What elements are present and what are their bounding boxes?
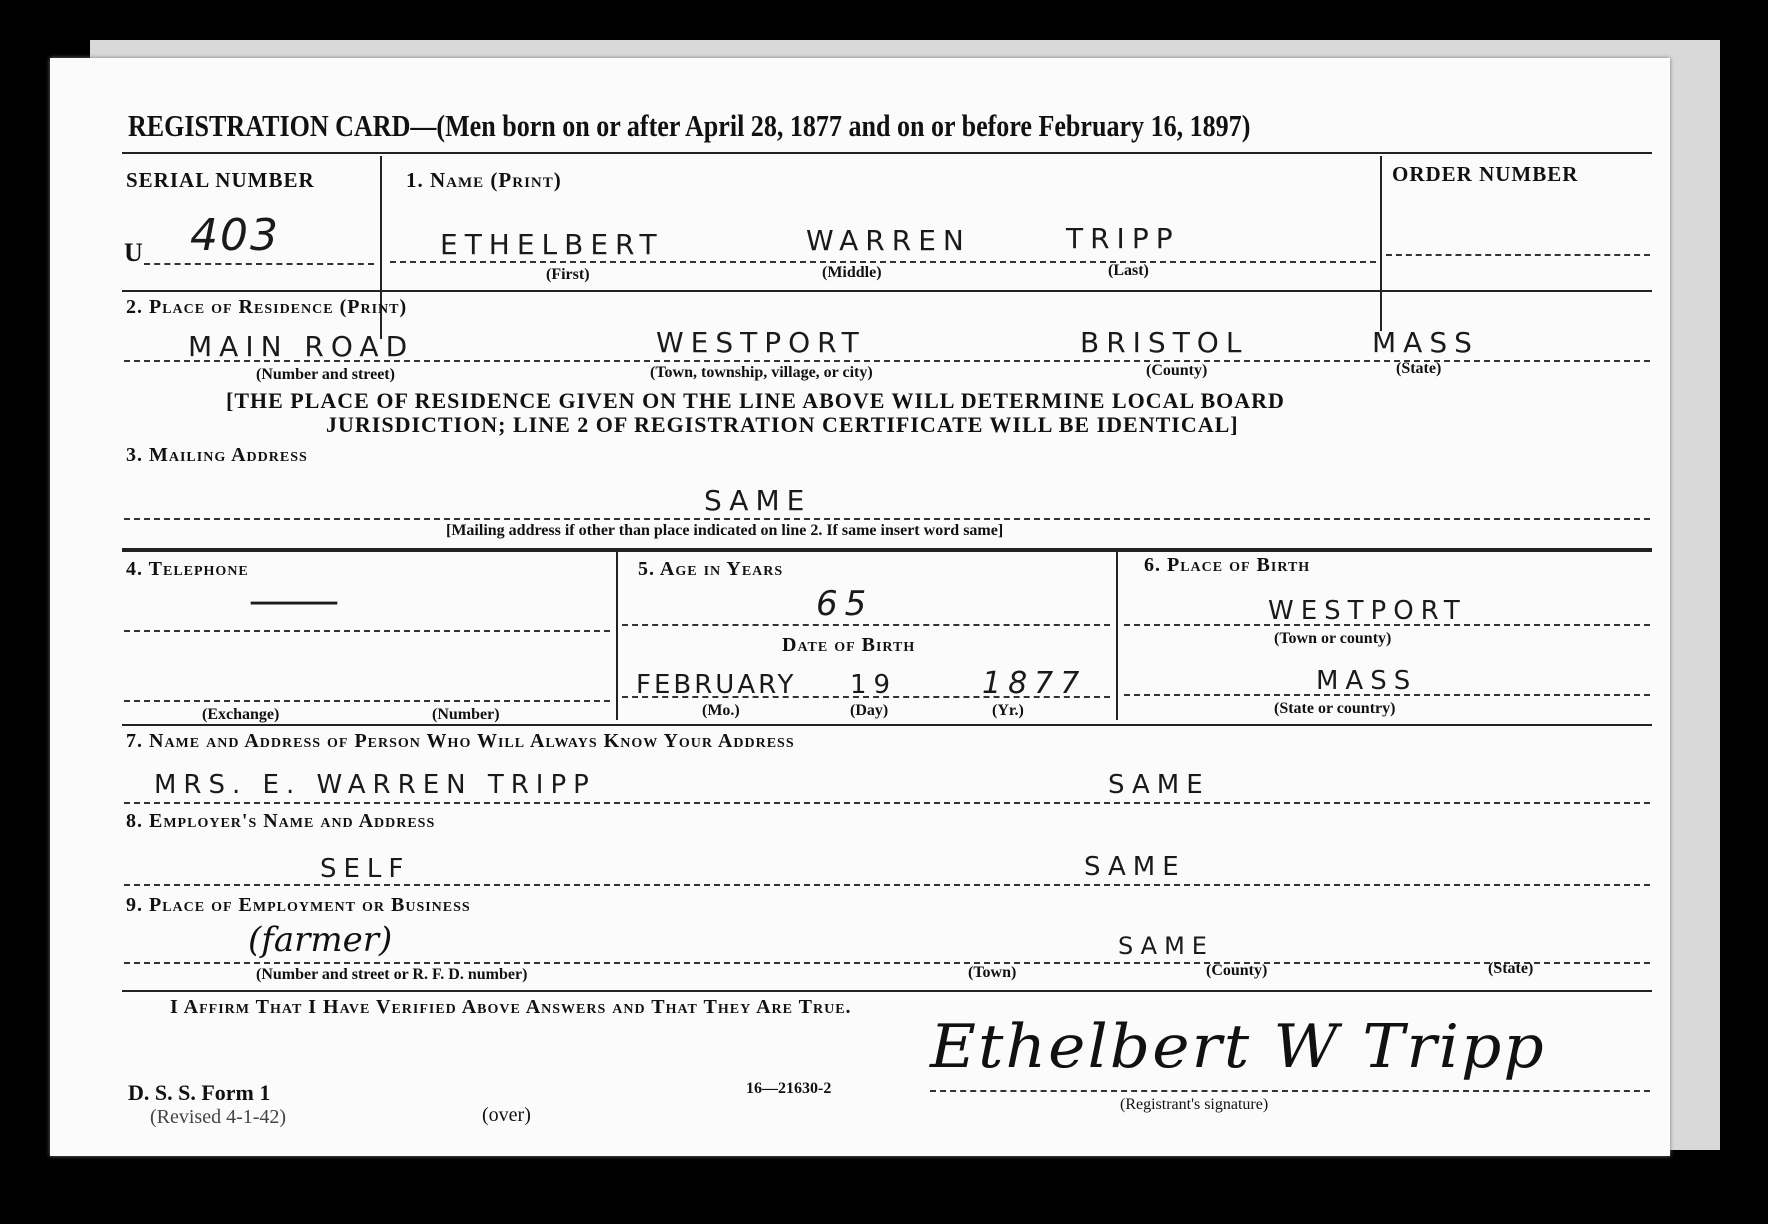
name-middle: WARREN [806,224,971,257]
form-name: D. S. S. Form 1 [128,1080,271,1105]
contact-name: MRS. E. WARREN TRIPP [154,770,596,800]
dob-year-caption: (Yr.) [992,702,1024,719]
employment-town-value: SAME [1118,932,1214,960]
residence-notice-line2: JURISDICTION; LINE 2 OF REGISTRATION CERTIFICATE WILL BE IDENTICAL] [326,412,1239,437]
residence-notice-line1: [THE PLACE OF RESIDENCE GIVEN ON THE LINE ABOVE WILL DETERMINE LOCAL BOARD [226,388,1285,413]
form-code: 16—21630-2 [746,1080,832,1097]
telephone-exchange-caption: (Exchange) [202,706,280,723]
employment-line [124,962,1650,964]
mailing-caption: [Mailing address if other than place indicated on line 2. If same insert word same] [446,522,1004,539]
telephone-label: 4. Telephone [126,558,249,580]
rule [122,724,1652,726]
order-number-line [1386,254,1650,256]
name-middle-caption: (Middle) [822,264,882,281]
telephone-line [124,630,610,632]
name-label: 1. Name (Print) [406,168,562,192]
dob-month-caption: (Mo.) [702,702,740,719]
employment-street-caption: (Number and street or R. F. D. number) [256,966,528,983]
name-first: ETHELBERT [440,228,664,261]
name-first-caption: (First) [546,266,590,283]
header-rule [122,152,1652,154]
rule [122,290,1652,292]
residence-label: 2. Place of Residence (Print) [126,296,408,318]
telephone-number-caption: (Number) [432,706,500,723]
employment-value: (farmer) [248,920,393,960]
signature-line [930,1090,1650,1092]
dob-day: 19 [850,670,898,700]
employment-label: 9. Place of Employment or Business [126,894,471,916]
name-last-caption: (Last) [1108,262,1149,279]
employment-town-caption: (Town) [968,964,1017,981]
dob-year: 1877 [982,666,1087,701]
birthplace-state-caption: (State or country) [1274,700,1396,717]
mailing-label: 3. Mailing Address [126,444,308,466]
card-header: REGISTRATION CARD—(Men born on or after April 28, 1877 and on or before February 16, 1897) [128,108,1251,143]
signature-caption: (Registrant's signature) [1120,1096,1269,1113]
mailing-value: SAME [704,484,812,517]
affirmation-text: I Affirm That I Have Verified Above Answers and That They Are True. [170,996,852,1018]
mailing-line [124,518,1650,520]
serial-prefix: U [124,238,143,267]
employer-line [124,884,1650,886]
rule [122,990,1652,992]
age-value: 65 [816,584,874,624]
residence-state: MASS [1372,326,1479,359]
registrant-signature: Ethelbert W Tripp [930,1012,1546,1082]
telephone-value: — [246,578,342,624]
employment-state-caption: (State) [1488,960,1534,977]
divider [616,552,618,720]
serial-line [144,263,374,265]
residence-street: MAIN ROAD [188,330,415,363]
age-line [622,624,1110,626]
birthplace-state: MASS [1316,666,1418,696]
birthplace-state-line [1124,694,1650,696]
dob-month: FEBRUARY [636,670,797,700]
divider [1380,156,1382,331]
dob-day-caption: (Day) [850,702,889,719]
birthplace-town-caption: (Town or county) [1274,630,1392,647]
serial-label: SERIAL NUMBER [126,168,315,192]
birthplace-label: 6. Place of Birth [1144,554,1311,576]
divider [1116,552,1118,720]
birthplace-town: WESTPORT [1268,596,1467,626]
serial-value: 403 [190,210,280,261]
form-over: (over) [482,1104,531,1126]
residence-county-caption: (County) [1146,362,1208,379]
contact-address: SAME [1108,770,1210,800]
rule [122,548,1652,552]
contact-label: 7. Name and Address of Person Who Will Always Know Your Address [126,730,795,752]
residence-state-caption: (State) [1396,360,1442,377]
birthplace-town-line [1124,624,1650,626]
order-number-label: ORDER NUMBER [1392,162,1579,186]
registration-card [50,58,1670,1156]
residence-town-caption: (Town, township, village, or city) [650,364,873,381]
employer-address: SAME [1084,852,1186,882]
name-line [390,261,1376,263]
employer-name: SELF [320,854,411,884]
residence-town: WESTPORT [656,326,866,359]
contact-line [124,802,1650,804]
employment-county-caption: (County) [1206,962,1268,979]
age-label: 5. Age in Years [638,558,784,580]
residence-county: BRISTOL [1080,326,1249,359]
residence-street-caption: (Number and street) [256,366,395,383]
name-last: TRIPP [1066,222,1180,255]
dob-line [622,696,1110,698]
form-revised: (Revised 4-1-42) [150,1106,287,1128]
employer-label: 8. Employer's Name and Address [126,810,436,832]
telephone-line-2 [124,700,610,702]
dob-label: Date of Birth [782,634,916,656]
